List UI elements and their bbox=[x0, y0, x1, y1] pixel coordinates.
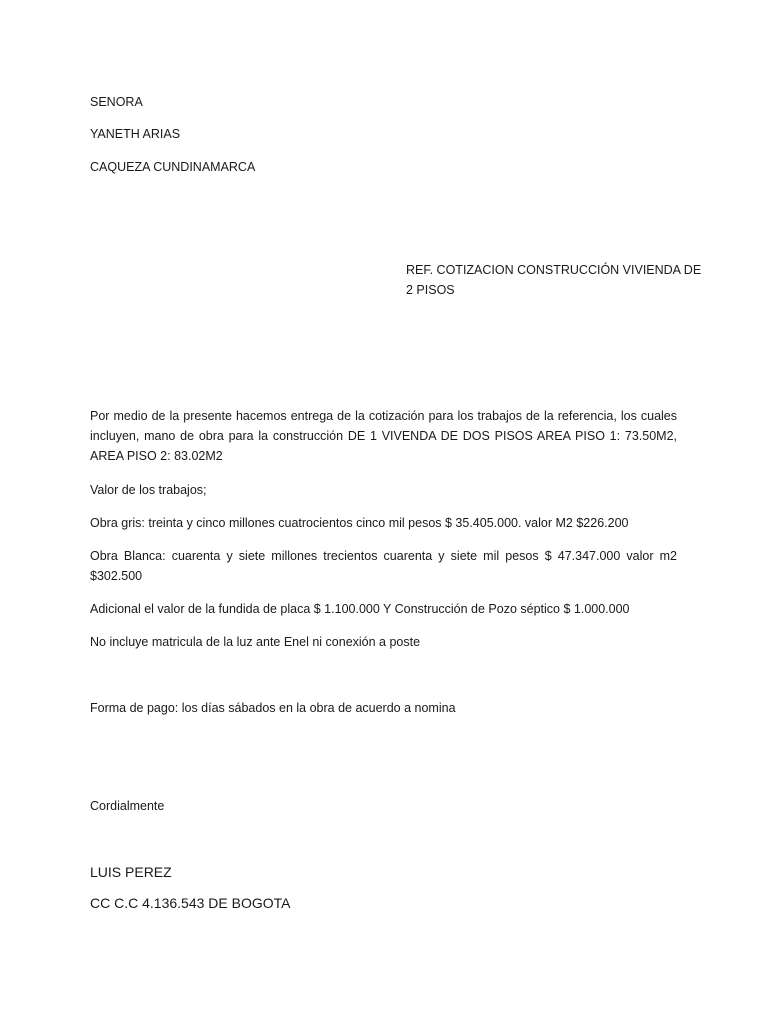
obra-gris-paragraph: Obra gris: treinta y cinco millones cuatrocientos cinco mil pesos $ 35.405.000. valor M2 $226.200 bbox=[90, 516, 629, 530]
reference-block bbox=[406, 260, 702, 300]
obra-blanca-paragraph: Obra Blanca: cuarenta y siete millones trecientos cuarenta y siete mil pesos $ 47.347.000 valor m2 $302.500 bbox=[90, 549, 677, 583]
additional-paragraph: Adicional el valor de la fundida de placa $ 1.100.000 Y Construcción de Pozo séptico $ 1.000.000 bbox=[90, 602, 630, 616]
recipient-name: YANETH ARIAS bbox=[90, 127, 181, 141]
reference-line-1: REF. COTIZACION CONSTRUCCIÓN VIVIENDA DE bbox=[406, 263, 702, 277]
signature-id: CC C.C 4.136.543 DE BOGOTA bbox=[90, 895, 291, 911]
closing-text: Cordialmente bbox=[90, 799, 165, 813]
reference-line-2: 2 PISOS bbox=[406, 283, 455, 297]
signature-name: LUIS PEREZ bbox=[90, 864, 172, 880]
intro-paragraph: Por medio de la presente hacemos entrega de la cotización para los trabajos de la referencia, los cuales incluyen, mano de obra para la construcción DE 1 VIVENDA DE DOS PISOS AREA PISO 1: 73.50M2, AREA PISO 2: 83.02M2 bbox=[90, 409, 677, 463]
works-label: Valor de los trabajos; bbox=[90, 483, 207, 497]
exclusion-paragraph: No incluye matricula de la luz ante Enel ni conexión a poste bbox=[90, 635, 421, 649]
payment-paragraph: Forma de pago: los días sábados en la obra de acuerdo a nomina bbox=[90, 701, 456, 715]
recipient-salutation: SENORA bbox=[90, 95, 143, 109]
recipient-location: CAQUEZA CUNDINAMARCA bbox=[90, 160, 256, 174]
